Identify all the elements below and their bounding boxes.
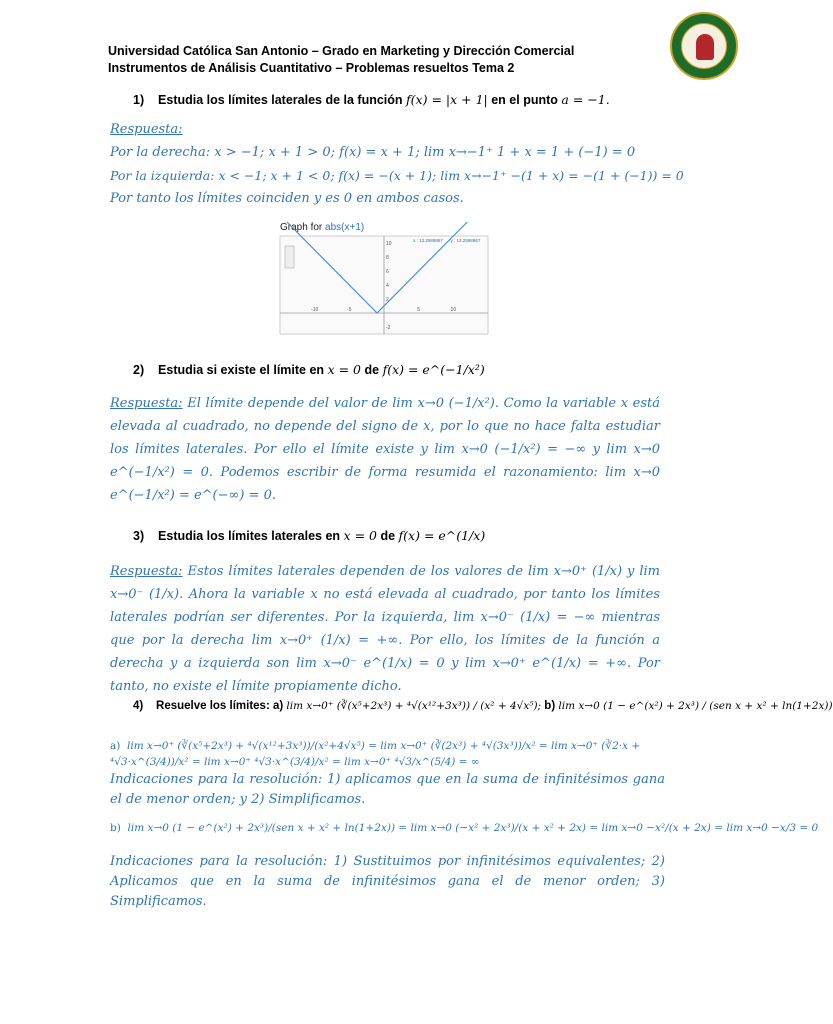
question-function: f(x) = e^(1/x) [398, 528, 486, 543]
question-text-de: de [380, 529, 396, 543]
readout-y: y : 13.2588867 [450, 238, 481, 243]
solution-4b-equation: lim x→0 (1 − e^(x²) + 2x³)/(sen x + x² + ln(1+2x)) = lim x→0 (−x² + 2x³)/(x + x² + 2x) = lim x→0 −x²/(x + 2x) = lim x→0 −x/3 = 0 [127, 822, 819, 834]
answer-3 [110, 560, 660, 698]
question-function: f(x) = e^(−1/x²) [382, 362, 485, 377]
question-text: Estudia los límites laterales de la función [158, 93, 403, 107]
solution-4a-equation: lim x→0⁺ (∛(x⁵+2x³) + ⁴√(x¹²+3x³))/(x²+4√x⁵) = lim x→0⁺ (∛(2x³) + ⁴√(3x³))/x² = lim x→0⁺ (∛2·x + ⁴√3·x^(3/4))/x² = lim x→0⁺ ⁴√3·x^(3/4)/x² = lim x→0⁺ ⁴√3/x^(5/4) = ∞ [110, 740, 641, 768]
answer-2 [110, 392, 660, 507]
solution-4a [110, 738, 670, 770]
question-number: 2) [133, 363, 145, 377]
indications-4a: Indicaciones para la resolución: 1) aplicamos que en la suma de infinitésimos gana el de menor orden; y 2) Simplificamos. [110, 772, 665, 807]
answer-3-body: Estos límites laterales dependen de los valores de lim x→0⁺ (1/x) y lim x→0⁻ (1/x). Ahora la variable x no está elevada al cuadrado, por tanto los límites laterales podrían ser diferentes. Por la izquierda, lim x→0⁻ (1/x) = −∞ mientras que por la derecha lim x→0⁺ (1/x) = +∞. Por ello, los límites de la función a derecha y a izquierda son lim x→0⁻ e^(1/x) = 0 y lim x→0⁺ e^(1/x) = +∞. Por tanto, no existe el límite propiamente dicho. [110, 564, 660, 694]
question-text-de: de [364, 363, 380, 377]
y-tick-label: 2 [386, 297, 389, 303]
respuesta-label: Respuesta: [110, 122, 183, 137]
question-1 [133, 92, 610, 107]
question-text: Estudia los límites laterales en [158, 529, 341, 543]
respuesta-label: Respuesta: [110, 564, 183, 579]
question-number: 1) [133, 93, 145, 107]
abs-graph [280, 222, 488, 334]
header-line-1: Universidad Católica San Antonio – Grado en Marketing y Dirección Comercial [108, 44, 575, 58]
y-tick-label: 10 [386, 241, 392, 247]
question-4a-expression: lim x→0⁺ (∛(x⁵+2x³) + ⁴√(x¹²+3x³)) / (x² + 4√x⁵); [286, 700, 542, 712]
x-tick-label: -5 [347, 307, 352, 313]
question-point: x = 0 [327, 362, 361, 377]
solution-4b [110, 822, 818, 834]
question-point: x = 0 [343, 528, 377, 543]
y-tick-label: 4 [386, 283, 389, 289]
question-text: Resuelve los límites: a) [156, 700, 284, 712]
question-text: Estudia si existe el límite en [158, 363, 325, 377]
question-3 [133, 528, 485, 543]
chart-title-func: abs(x+1) [325, 222, 365, 233]
answer-1 [110, 118, 684, 210]
question-text-middle: en el punto [491, 93, 558, 107]
question-function: f(x) = |x + 1| [406, 92, 488, 107]
question-4b-expression: lim x→0 (1 − e^(x²) + 2x³) / (sen x + x² + ln(1+2x)) [558, 700, 833, 712]
university-seal-icon [670, 12, 738, 80]
y-tick-label: 8 [386, 255, 389, 261]
question-point: a = −1. [561, 92, 610, 107]
question-4b-label: b) [544, 700, 556, 712]
x-tick-label: 10 [450, 307, 457, 313]
y-tick-label: 6 [386, 269, 389, 275]
zoom-control-icon [285, 246, 294, 268]
question-number: 4) [133, 700, 144, 712]
question-2 [133, 362, 485, 377]
respuesta-label: Respuesta: [110, 396, 183, 411]
answer-1-conclusion: Por tanto los límites coinciden y es 0 en ambos casos. [110, 191, 464, 206]
x-tick-label: -10 [311, 307, 319, 313]
readout-x: x : 13.2588867 [413, 238, 443, 243]
answer-1-right: Por la derecha: x > −1; x + 1 > 0; f(x) = x + 1; lim x→−1⁺ 1 + x = 1 + (−1) = 0 [110, 145, 636, 160]
solution-4a-label: a) [110, 740, 121, 752]
answer-1-left: Por la izquierda: x < −1; x + 1 < 0; f(x) = −(x + 1); lim x→−1⁺ −(1 + x) = −(1 + (−1)) = 0 [110, 168, 684, 183]
question-number: 3) [133, 529, 145, 543]
indications-4b: Indicaciones para la resolución: 1) Sustituimos por infinitésimos equivalentes; 2) Aplicamos que en la suma de infinitésimos gana el de menor orden; 3) Simplificamos. [110, 854, 665, 909]
header-line-2: Instrumentos de Análisis Cuantitativo – Problemas resueltos Tema 2 [108, 61, 515, 75]
chart-plot [280, 236, 488, 334]
chart-title-prefix: Graph for [280, 222, 323, 233]
x-tick-label: 5 [417, 307, 421, 313]
question-4 [133, 700, 833, 712]
y-tick-label: -2 [386, 325, 391, 331]
chart-title [280, 222, 488, 233]
answer-2-body: El límite depende del valor de lim x→0 (−1/x²). Como la variable x está elevada al cuadrado, no depende del signo de x, por lo que no hace falta estudiar los límites laterales. Por ello el límite existe y lim x→0 (−1/x²) = −∞ y lim x→0 e^(−1/x²) = 0. Podemos escribir de forma resumida el razonamiento: lim x→0 e^(−1/x²) = e^(−∞) = 0. [110, 396, 660, 503]
solution-4b-label: b) [110, 822, 121, 834]
